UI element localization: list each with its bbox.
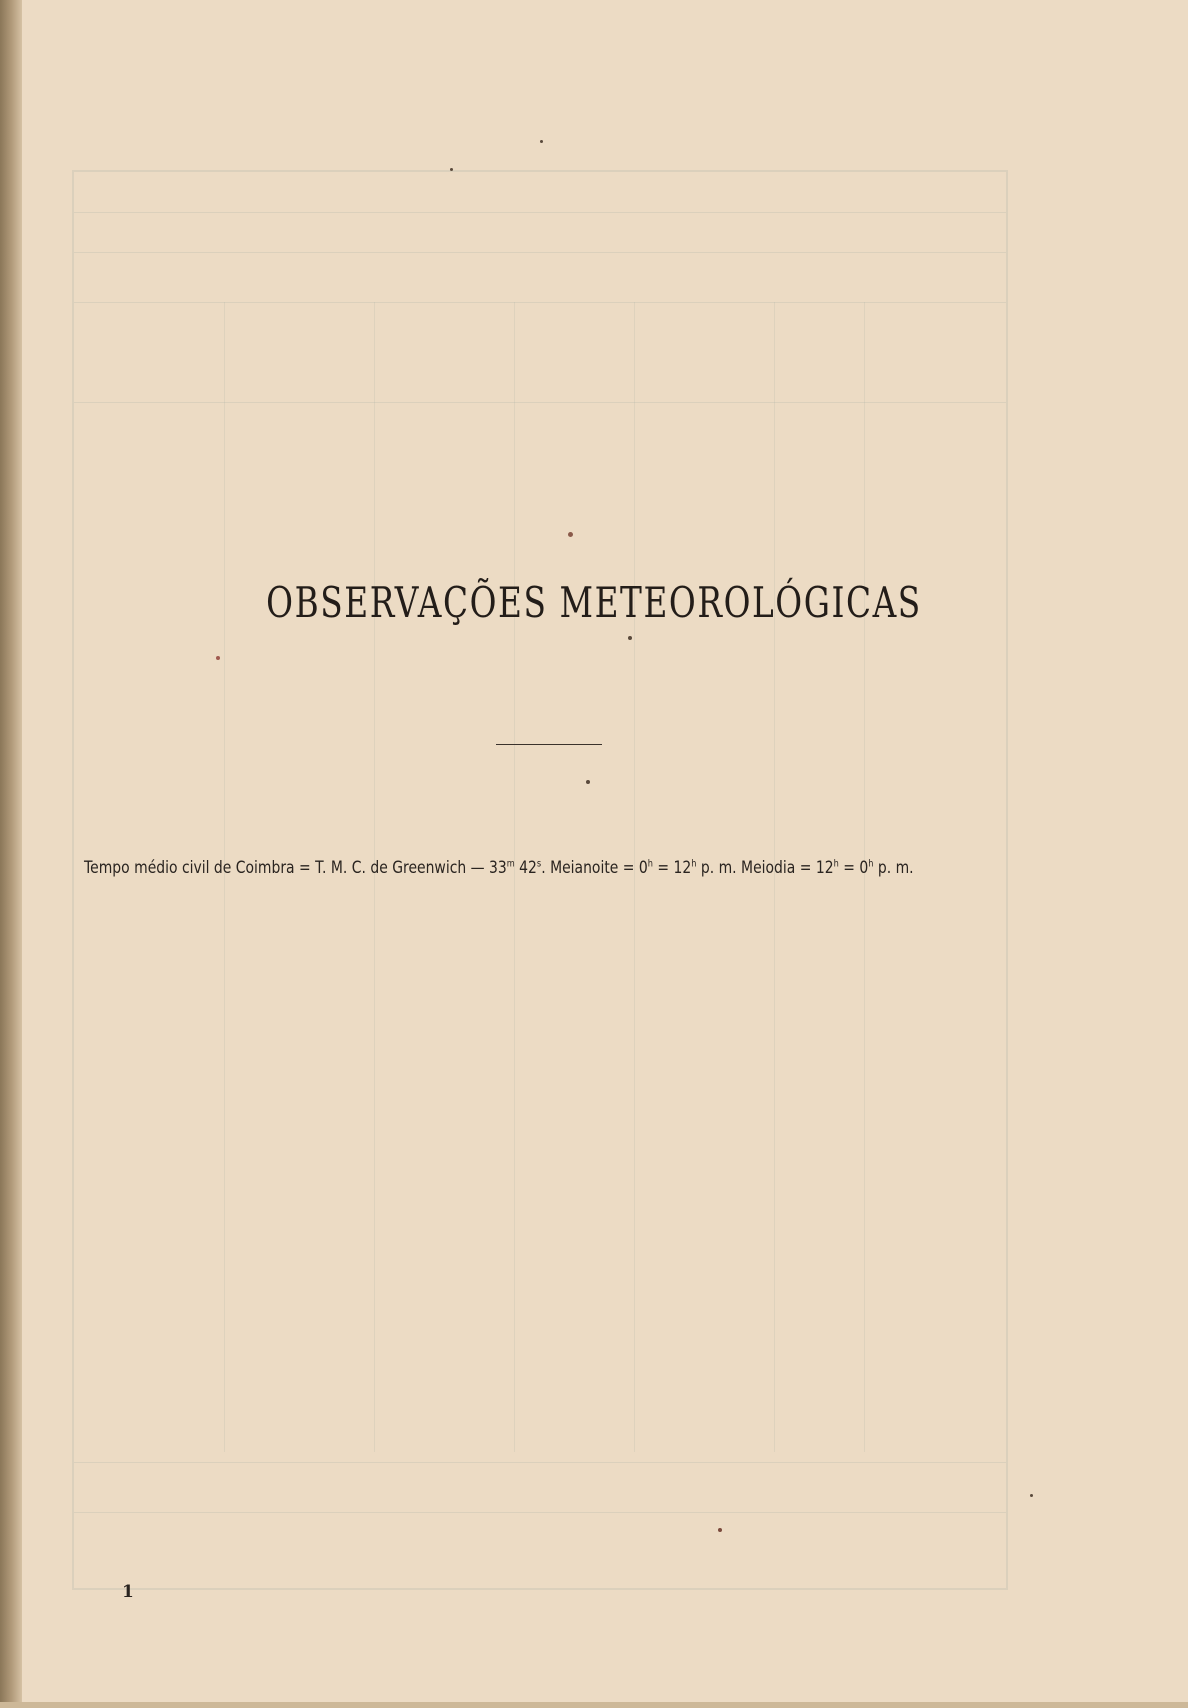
page-title: OBSERVAÇÕES METEOROLÓGICAS (266, 578, 922, 627)
paper-speck (450, 168, 453, 171)
paper-speck (586, 780, 590, 784)
time-note-midnight-eq: = 12 (652, 858, 692, 878)
time-reference-note (84, 858, 912, 878)
paper-speck (628, 636, 632, 640)
time-note-midnight: . Meianoite = 0 (541, 858, 648, 878)
time-note-secs: 42 (514, 858, 537, 878)
page-bottom-edge (0, 1702, 1188, 1708)
time-note-noon-eq-unit: h (868, 858, 874, 870)
time-note-noon-unit: h (833, 858, 839, 870)
paper-speck (718, 1528, 722, 1532)
bleed-through-table (72, 170, 1008, 1590)
time-note-min-unit: m (506, 858, 515, 870)
time-note-lead: Tempo médio civil de Coimbra = T. M. C. de Greenwich — 33 (84, 858, 507, 878)
time-note-sec-unit: s (536, 858, 542, 870)
paper-speck (568, 532, 573, 537)
page-number: 1 (122, 1582, 134, 1602)
paper-speck (1030, 1494, 1033, 1497)
paper-speck (540, 140, 543, 143)
time-note-midnight-eq-unit: h (691, 858, 697, 870)
paper-speck (216, 656, 220, 660)
title-rule (496, 744, 602, 745)
time-note-noon-eq: = 0 (838, 858, 869, 878)
time-note-midnight-unit: h (647, 858, 653, 870)
time-note-midnight-tail: p. m. Meiodia = 12 (696, 858, 834, 878)
book-spine-shadow (0, 0, 22, 1708)
time-note-noon-tail: p. m. (873, 858, 914, 878)
